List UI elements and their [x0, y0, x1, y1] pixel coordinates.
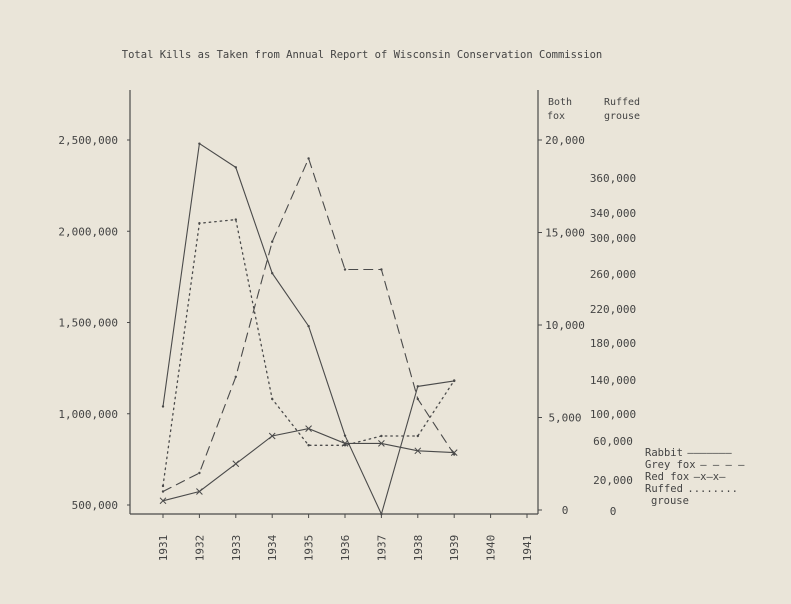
legend-sample: ——————— — [687, 447, 732, 459]
data-point-ruffed-grouse — [235, 218, 237, 220]
grouse-tick-label: 20,000 — [593, 474, 633, 487]
grouse-axis-label: Ruffed — [603, 97, 641, 108]
grouse-tick-label: 100,000 — [589, 408, 637, 421]
chart-title: Total Kills as Taken from Annual Report of Wisconsin Conservation Commission — [121, 49, 603, 61]
data-point-grey-fox — [344, 268, 346, 270]
x-tick-label: 1934 — [266, 534, 280, 562]
x-tick-label: 1931 — [157, 534, 170, 562]
fox-tick-label: 15,000 — [545, 226, 585, 240]
fox-tick-label: 5,000 — [548, 411, 582, 425]
data-point-ruffed-grouse — [271, 398, 273, 400]
legend-label: grouse — [651, 495, 689, 507]
data-point-rabbit — [271, 272, 273, 274]
left-tick-label: 2,000,000 — [58, 225, 118, 239]
left-tick-label: 1,000,000 — [58, 407, 118, 421]
x-tick-label: 1941 — [521, 534, 534, 562]
x-tick-label: 1938 — [411, 534, 425, 562]
grouse-tick-label: 360,000 — [589, 172, 637, 185]
data-point-ruffed-grouse — [162, 485, 164, 487]
legend-label: Grey fox — [645, 459, 696, 471]
legend-label: Red fox — [645, 471, 690, 483]
data-point-rabbit — [198, 142, 200, 144]
data-point-ruffed-grouse — [380, 435, 382, 437]
data-point-rabbit — [380, 513, 382, 515]
data-point-ruffed-grouse — [417, 435, 419, 437]
fox-tick-label: 0 — [561, 504, 569, 517]
legend-sample: —x—x— — [693, 471, 726, 483]
data-point-ruffed-grouse — [453, 379, 455, 381]
series-line-rabbit — [163, 144, 454, 514]
x-tick-label: 1940 — [484, 534, 498, 562]
grouse-tick-label: 60,000 — [593, 435, 633, 448]
data-point-rabbit — [417, 385, 419, 387]
data-point-grey-fox — [380, 268, 382, 270]
data-point-grey-fox — [235, 376, 237, 378]
data-point-grey-fox — [307, 157, 309, 159]
data-point-ruffed-grouse — [344, 444, 346, 446]
series-line-red-fox — [163, 429, 454, 501]
tick-labels — [58, 97, 640, 561]
legend-label: Ruffed — [645, 483, 683, 495]
legend-sample: ........ — [687, 483, 738, 495]
x-tick-label: 1936 — [339, 534, 352, 562]
data-point-rabbit — [344, 434, 346, 436]
data-point-grey-fox — [417, 398, 419, 400]
data-point-rabbit — [307, 325, 309, 327]
fox-tick-label: 20,000 — [545, 134, 585, 147]
x-tick-label: 1933 — [229, 534, 243, 562]
left-tick-label: 500,000 — [71, 499, 118, 512]
grouse-tick-label: 140,000 — [589, 374, 637, 387]
fox-axis-label: fox — [546, 111, 566, 122]
fox-tick-label: 10,000 — [545, 319, 585, 332]
plot-area — [160, 142, 457, 515]
data-point-grey-fox — [271, 241, 273, 243]
left-tick-label: 1,500,000 — [58, 316, 118, 330]
data-point-rabbit — [162, 405, 164, 407]
grouse-tick-label: 300,000 — [589, 232, 637, 245]
x-tick-label: 1937 — [375, 534, 389, 562]
left-tick-label: 2,500,000 — [58, 134, 118, 147]
legend — [645, 447, 745, 507]
axes — [127, 90, 542, 518]
grouse-axis-label: grouse — [603, 111, 641, 122]
data-point-rabbit — [235, 166, 237, 168]
grouse-tick-label: 220,000 — [589, 303, 637, 316]
data-point-ruffed-grouse — [198, 222, 200, 224]
legend-sample: — — — — — [700, 459, 745, 471]
fox-axis-label: Both — [547, 97, 573, 108]
legend-label: Rabbit — [645, 447, 683, 459]
grouse-tick-label: 340,000 — [589, 207, 637, 220]
grouse-tick-label: 260,000 — [589, 268, 637, 281]
x-tick-label: 1935 — [302, 534, 316, 562]
data-point-red-fox — [233, 461, 239, 467]
data-point-grey-fox — [162, 490, 164, 492]
grouse-tick-label: 0 — [609, 505, 617, 518]
data-point-grey-fox — [198, 472, 200, 474]
x-tick-label: 1932 — [193, 534, 207, 562]
x-tick-label: 1939 — [448, 534, 462, 562]
data-point-ruffed-grouse — [307, 444, 309, 446]
grouse-tick-label: 180,000 — [589, 337, 637, 350]
